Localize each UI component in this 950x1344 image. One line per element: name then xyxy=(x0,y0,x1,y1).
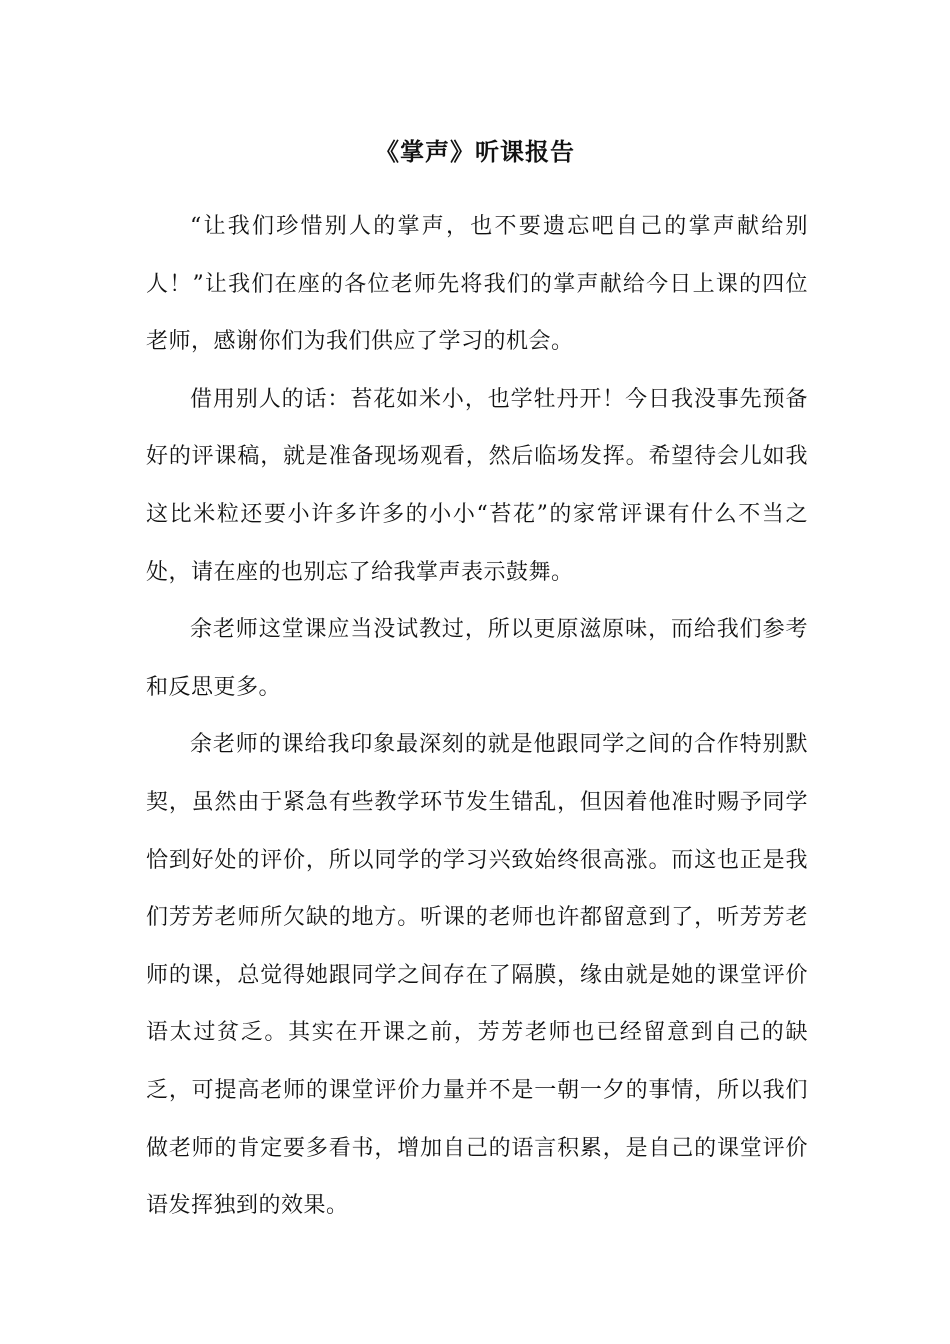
paragraph-1: “让我们珍惜别人的掌声，也不要遗忘吧自己的掌声献给别人！”让我们在座的各位老师先将我们的掌声献给今日上课的四位老师，感谢你们为我们供应了学习的机会。 xyxy=(146,214,808,355)
document-title: 《掌声》听课报告 xyxy=(375,137,575,166)
paragraph-3: 余老师这堂课应当没试教过，所以更原滋原味，而给我们参考和反思更多。 xyxy=(146,617,808,700)
paragraph-2: 借用别人的话：苔花如米小，也学牡丹开！今日我没事先预备好的评课稿，就是准备现场观看，然后临场发挥。希望待会儿如我这比米粒还要小许多许多的小小“苔花”的家常评课有什么不当之处，请在座的也别忘了给我掌声表示鼓舞。 xyxy=(146,386,808,585)
paragraph-4: 余老师的课给我印象最深刻的就是他跟同学之间的合作特别默契，虽然由于紧急有些教学环节发生错乱，但因着他准时赐予同学恰到好处的评价，所以同学的学习兴致始终很高涨。而这也正是我们芳芳老师所欠缺的地方。听课的老师也许都留意到了，听芳芳老师的课，总觉得她跟同学之间存在了隔膜，缘由就是她的课堂评价语太过贫乏。其实在开课之前，芳芳老师也已经留意到自己的缺乏，可提高老师的课堂评价力量并不是一朝一夕的事情，所以我们做老师的肯定要多看书，增加自己的语言积累，是自己的课堂评价语发挥独到的效果。 xyxy=(146,732,808,1219)
document-body xyxy=(146,198,808,1235)
